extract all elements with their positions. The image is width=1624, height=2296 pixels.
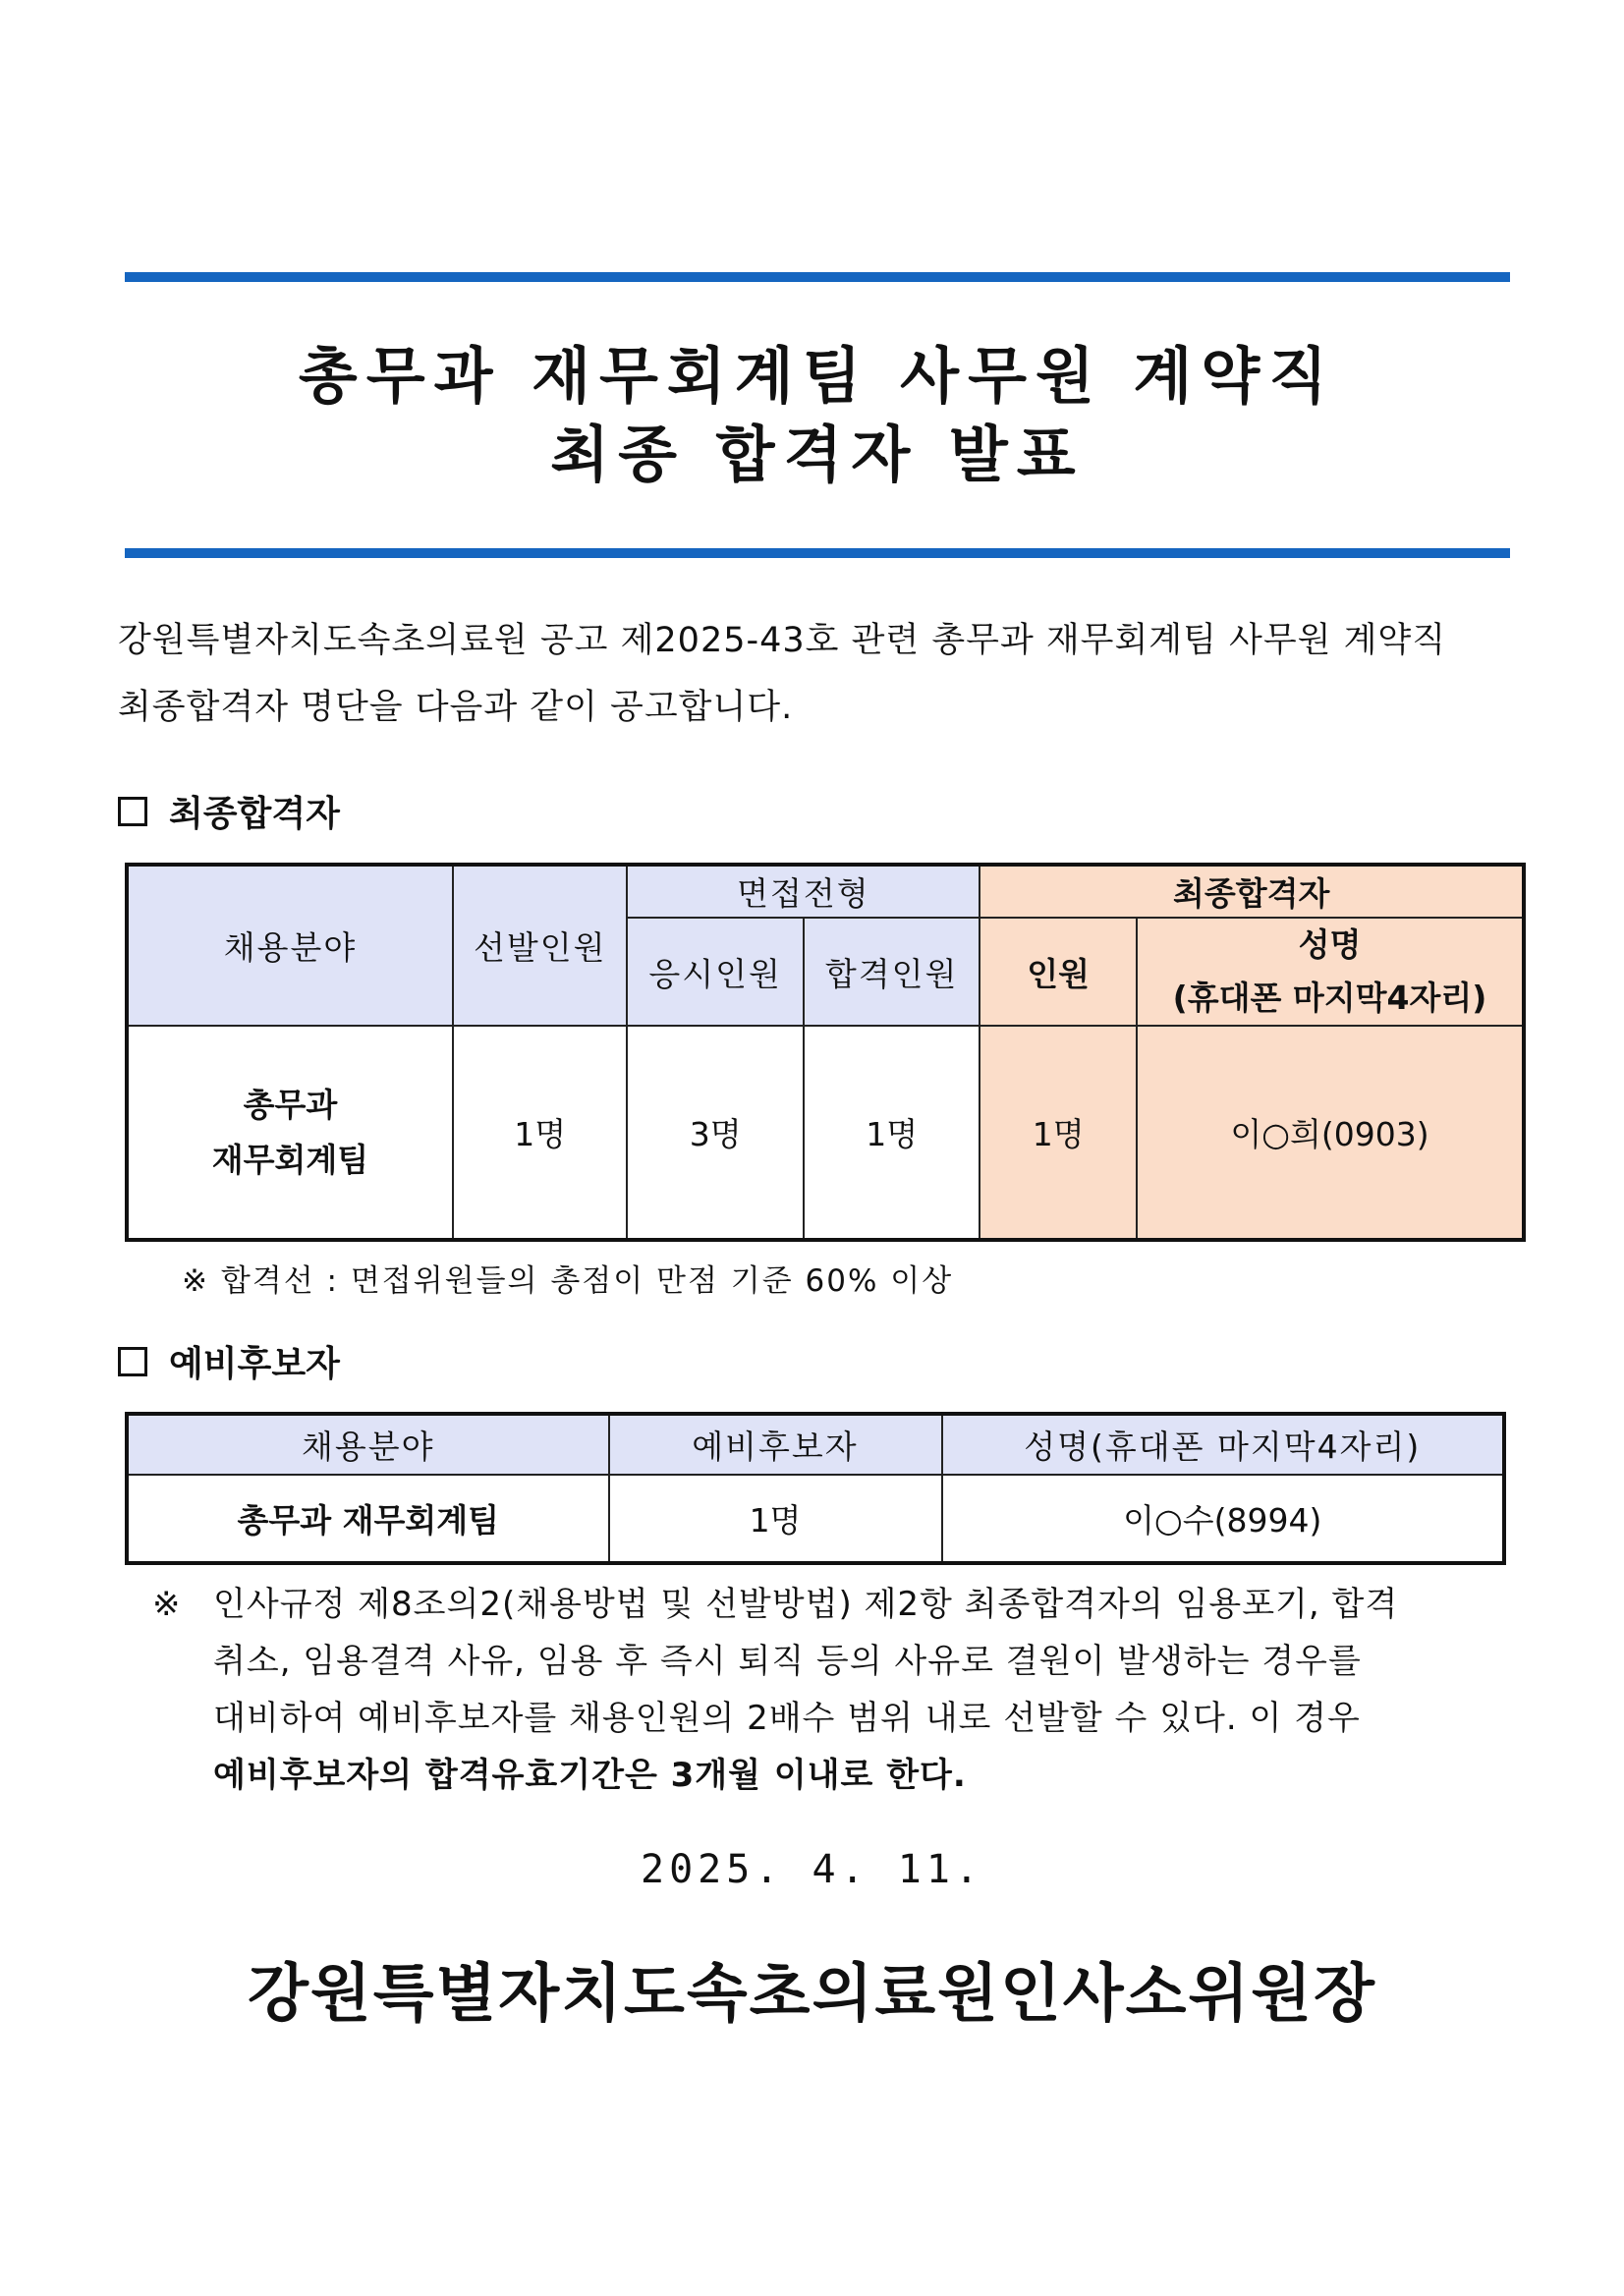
section-reserve-title: 예비후보자 — [169, 1344, 340, 1384]
cell-field-line1: 총무과 — [243, 1085, 338, 1124]
header-name-line2: (휴대폰 마지막4자리) — [1172, 979, 1487, 1017]
passing-line-note: ※ 합격선 : 면접위원들의 총점이 만점 기준 60% 이상 — [182, 1263, 954, 1299]
section-final-title: 최종합격자 — [169, 794, 340, 834]
cell-passed: 1명 — [804, 1026, 980, 1240]
header-selection: 선발인원 — [453, 865, 627, 1026]
final-table — [125, 863, 1526, 1242]
reserve-table — [125, 1412, 1506, 1565]
reserve-note-line3: 대비하여 예비후보자를 채용인원의 2배수 범위 내로 선발할 수 있다. 이 경우 — [213, 1699, 1361, 1738]
intro-paragraph — [118, 607, 1513, 741]
cell-selection: 1명 — [453, 1026, 627, 1240]
cell-count: 1명 — [980, 1026, 1137, 1240]
cell-applicants: 3명 — [627, 1026, 803, 1240]
header-field: 채용분야 — [127, 1414, 609, 1475]
reserve-note — [152, 1576, 1511, 1804]
title-rule-top — [125, 272, 1510, 282]
title-rule-bottom — [125, 548, 1510, 558]
announcement-date: 2025. 4. 11. — [641, 1847, 983, 1892]
cell-reserve: 1명 — [609, 1475, 942, 1563]
header-final-group: 최종합격자 — [980, 865, 1524, 918]
header-applicants: 응시인원 — [627, 918, 803, 1026]
intro-line1: 강원특별자치도속초의료원 공고 제2025-43호 관련 총무과 재무회계팀 사무원 계약직 — [118, 621, 1447, 660]
page-title-line2: 최종 합격자 발표 — [550, 419, 1085, 490]
table-row — [127, 1026, 1524, 1240]
table-row — [127, 1475, 1504, 1563]
issuer-name: 강원특별자치도속초의료원인사소위원장 — [248, 1958, 1376, 2031]
header-name — [1137, 918, 1524, 1026]
header-name: 성명(휴대폰 마지막4자리) — [942, 1414, 1505, 1475]
page-title-line1: 총무과 재무회계팀 사무원 계약직 — [298, 340, 1337, 412]
section-final — [118, 786, 340, 836]
reference-mark: ※ — [152, 1585, 182, 1624]
header-name-line1: 성명 — [1298, 925, 1362, 964]
header-reserve: 예비후보자 — [609, 1414, 942, 1475]
cell-name: 이○수(8994) — [942, 1475, 1505, 1563]
section-reserve — [118, 1336, 340, 1386]
cell-field — [127, 1026, 453, 1240]
cell-name: 이○희(0903) — [1137, 1026, 1524, 1240]
header-field: 채용분야 — [127, 865, 453, 1026]
header-count: 인원 — [980, 918, 1137, 1026]
header-interview: 면접전형 — [627, 865, 980, 918]
intro-line2: 최종합격자 명단을 다음과 같이 공고합니다. — [118, 688, 794, 727]
checkbox-icon — [118, 797, 147, 826]
cell-field: 총무과 재무회계팀 — [127, 1475, 609, 1563]
header-passed: 합격인원 — [804, 918, 980, 1026]
checkbox-icon — [118, 1347, 147, 1376]
reserve-note-line4: 예비후보자의 합격유효기간은 3개월 이내로 한다. — [213, 1756, 967, 1795]
cell-field-line2: 재무회계팀 — [211, 1140, 369, 1179]
reserve-note-line2: 취소, 임용결격 사유, 임용 후 즉시 퇴직 등의 사유로 결원이 발생하는 경우를 — [213, 1642, 1362, 1681]
reserve-note-line1: 인사규정 제8조의2(채용방법 및 선발방법) 제2항 최종합격자의 임용포기, 합격 — [213, 1585, 1399, 1624]
